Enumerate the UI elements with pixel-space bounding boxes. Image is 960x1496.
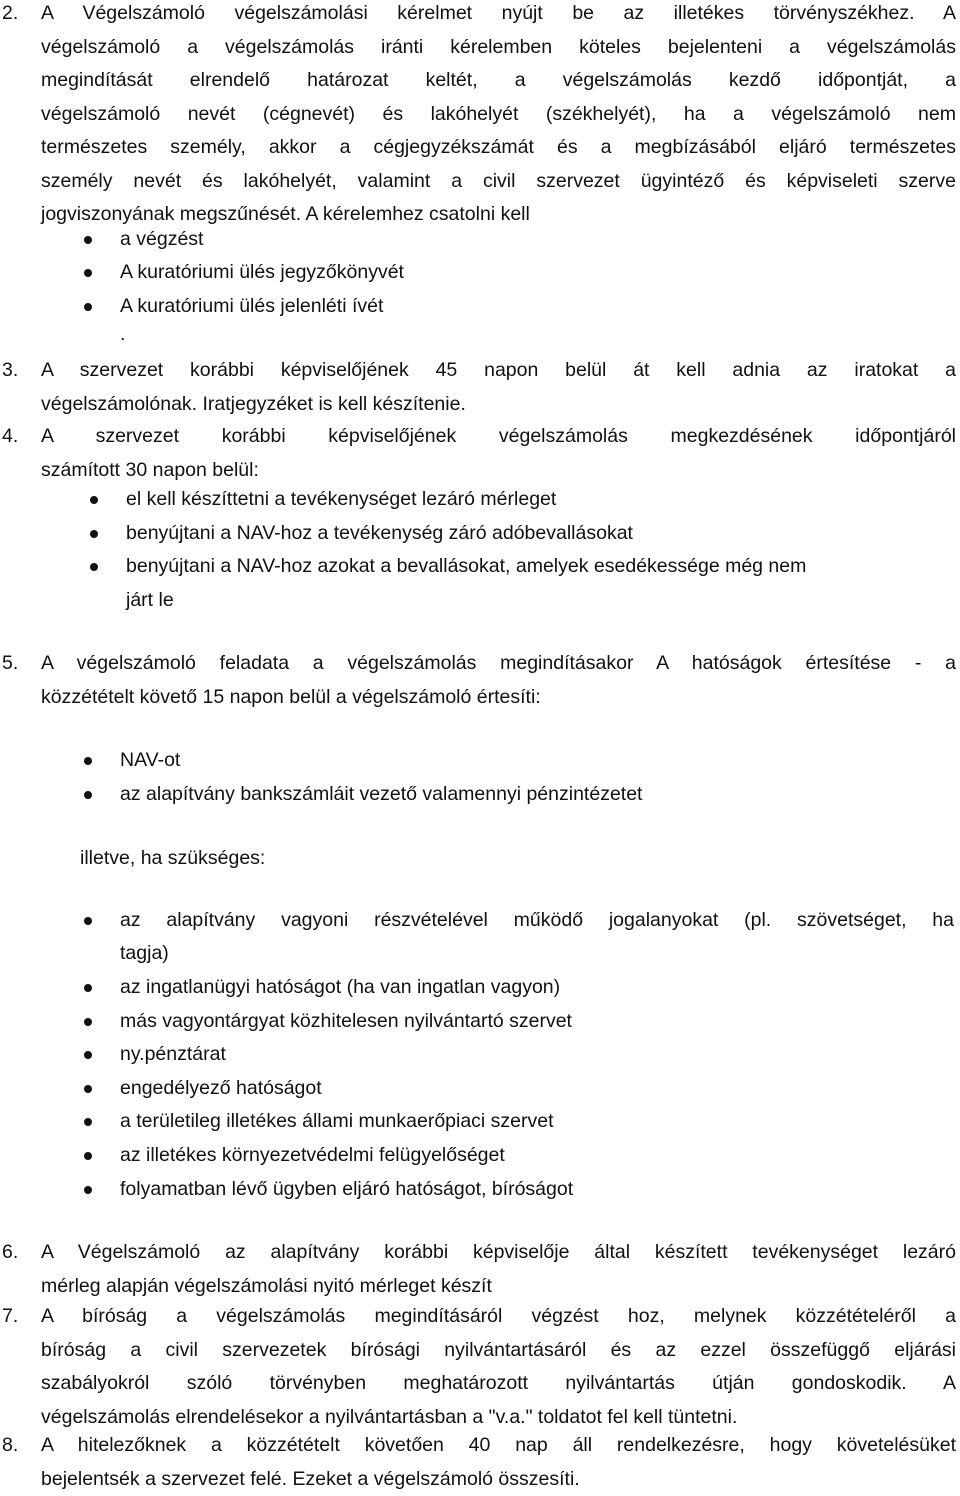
middle-text: illetve, ha szükséges: — [80, 842, 265, 876]
item-text — [41, 354, 956, 421]
text-line: természetes személy, akkor a cégjegyzékszámát és a megbízásából eljáró természetes — [41, 131, 956, 165]
bullet-icon — [84, 1085, 92, 1093]
text-line: A Végelszámoló az alapítvány korábbi képviselője által készített tevékenységet lezáró — [41, 1236, 956, 1270]
list-item-5 — [0, 647, 956, 714]
item-text — [41, 1429, 956, 1496]
bullet-icon — [84, 1018, 92, 1026]
item-text — [41, 420, 956, 487]
bullet-icon — [84, 984, 92, 992]
text-line: közzétételt követő 15 napon belül a végelszámoló értesíti: — [41, 681, 956, 715]
text-line: A hitelezőknek a közzétételt követően 40 nap áll rendelkezésre, hogy követelésüket — [41, 1429, 956, 1463]
text-line: szabályokról szóló törvényben meghatározott nyilvántartás útján gondoskodik. A — [41, 1367, 956, 1401]
text-line: A bíróság a végelszámolás megindításáról végzést hoz, melynek közzétételéről a — [41, 1300, 956, 1334]
trailing-period: . — [120, 318, 125, 352]
text-line: végelszámoló nevét (cégnevét) és lakóhelyét (székhelyét), ha a végelszámoló nem — [41, 98, 956, 132]
bullet-icon — [90, 530, 98, 538]
text-line: A Végelszámoló végelszámolási kérelmet nyújt be az illetékes törvényszékhez. A — [41, 0, 956, 31]
bullet-icon — [84, 791, 92, 799]
text-line: végelszámoló a végelszámolás iránti kérelemben köteles bejelenteni a végelszámolás — [41, 31, 956, 65]
text-line: jogviszonyának megszűnését. A kérelemhez csatolni kell — [41, 198, 956, 232]
text-line: mérleg alapján végelszámolási nyitó mérleget készít — [41, 1270, 956, 1304]
list-item-6 — [0, 1236, 956, 1303]
bullet-icon — [84, 917, 92, 925]
item-number: 3. — [2, 354, 18, 388]
text-line: végelszámolás elrendelésekor a nyilvántartásban a "v.a." toldatot fel kell tüntetni. — [41, 1401, 956, 1435]
text-line: bíróság a civil szervezetek bírósági nyilvántartásáról és az ezzel összefüggő eljárási — [41, 1334, 956, 1368]
bullet-icon — [84, 236, 92, 244]
list-item-3 — [0, 354, 956, 421]
text-line: személy nevét és lakóhelyét, valamint a civil szervezet ügyintéző és képviseleti szerve — [41, 165, 956, 199]
bullet-icon — [84, 269, 92, 277]
bullet-continuation: tagja) — [120, 937, 169, 971]
bullet-icon — [84, 303, 92, 311]
item-text — [41, 1236, 956, 1303]
text-line: számított 30 napon belül: — [41, 454, 956, 488]
item-number: 5. — [2, 647, 18, 681]
bullet-icon — [84, 1152, 92, 1160]
bullet-icon — [84, 1118, 92, 1126]
list-item-2 — [0, 0, 956, 232]
text-line: bejelentsék a szervezet felé. Ezeket a végelszámoló összesíti. — [41, 1463, 956, 1496]
text-line: végelszámolónak. Iratjegyzéket is kell készítenie. — [41, 388, 956, 422]
item-number: 4. — [2, 420, 18, 454]
item-text — [41, 647, 956, 714]
text-line: megindítását elrendelő határozat keltét, a végelszámolás kezdő időpontját, a — [41, 64, 956, 98]
item-number: 8. — [2, 1429, 18, 1463]
text-line: A végelszámoló feladata a végelszámolás megindításakor A hatóságok értesítése - a — [41, 647, 956, 681]
bullet-icon — [90, 563, 98, 571]
item-text — [41, 0, 956, 232]
text-line: A szervezet korábbi képviselőjének végelszámolás megkezdésének időpontjáról — [41, 420, 956, 454]
list-item-4 — [0, 420, 956, 487]
list-item-8 — [0, 1429, 956, 1496]
document-page: 2. A Végelszámoló végelszámolási kérelmet nyújt be az illetékes törvényszékhez. A végelszámoló a végelszámolás iránti kérelemben köteles bejelenteni a végelszámolás megindítását elrendelő határozat keltét, a végelszámolás kezdő időpontját, a végelszámoló nevét (cégnevét) és lakóhelyét (székhelyét), ha a végelszámoló nem természetes személy, akkor a cégjegyzékszámát és a megbízásából eljáró természetes személy nevét és lakóhelyét, valamint a civil szervezet ügyintéző és képviseleti szerve jogviszonyának megszűnését. A kérelemhez csatolni kell a végzést A kuratóriumi ülés jegyzőkönyvét A kuratóriumi ülés jelenléti ívét . 3. A szervezet korábbi képviselőjének 45 napon belül át kell adnia az iratokat a végelszámolónak. Iratjegyzéket is kell készítenie. 4. A szervezet korábbi képviselőjének végelszámolás megkezdésének időpontjáról számított 30 napon belül: el kell készíttetni a tevékenységet lezáró mérleget benyújtani a NAV-hoz a tevékenység záró adóbevallásokat benyújtani a NAV-hoz azokat a bevallásokat, amelyek esedékessége még nem járt le 5. A végelszámoló feladata a végelszámolás megindításakor A hatóságok értesítése - a közzétételt követő 15 napon belül a végelszámoló értesíti: NAV-ot az alapítvány bankszámláit vezető valamennyi pénzintézetet illetve, ha szükséges: az alapítvány vagyoni részvételével működő jogalanyokat (pl. szövetséget, ha tagja) az ingatlanügyi hatóságot (ha van ingatlan vagyon) más vagyontárgyat közhitelesen nyilvántartó szervet ny.pénztárat engedélyező hatóságot a területileg illetékes állami munkaerőpiaci szervet az illetékes környezetvédelmi felügyelőséget folyamatban lévő ügyben eljáró hatóságot, bíróságot 6. A Végelszámoló az alapítvány korábbi képviselője által készített tevékenységet lezáró mérleg alapján végelszámolási nyitó mérleget készít 7. A bíróság a végelszámolás megindításáról végzést hoz, melynek közzétételéről a bíróság a civil szervezetek bírósági nyilvántartásáról és az ezzel összefüggő eljárási szabályokról szóló törvényben meghatározott nyilvántartás útján gondoskodik. A végelszámolás elrendelésekor a nyilvántartásban a "v.a." toldatot fel kell tüntetni. 8. A hitelezőknek a közzétételt követően 40 nap áll rendelkezésre, hogy követelésüket bejelentsék a szervezet felé. Ezeket a végelszámoló összesíti. — [0, 0, 960, 1491]
item-number: 7. — [2, 1300, 18, 1334]
bullet-icon — [90, 496, 98, 504]
list-item-7 — [0, 1300, 956, 1434]
bullet-icon — [84, 1186, 92, 1194]
item-number: 2. — [2, 0, 18, 31]
item-number: 6. — [2, 1236, 18, 1270]
bullet-continuation: járt le — [126, 584, 174, 618]
text-line: A szervezet korábbi képviselőjének 45 napon belül át kell adnia az iratokat a — [41, 354, 956, 388]
bullet-icon — [84, 757, 92, 765]
item-text — [41, 1300, 956, 1434]
bullet-icon — [84, 1051, 92, 1059]
